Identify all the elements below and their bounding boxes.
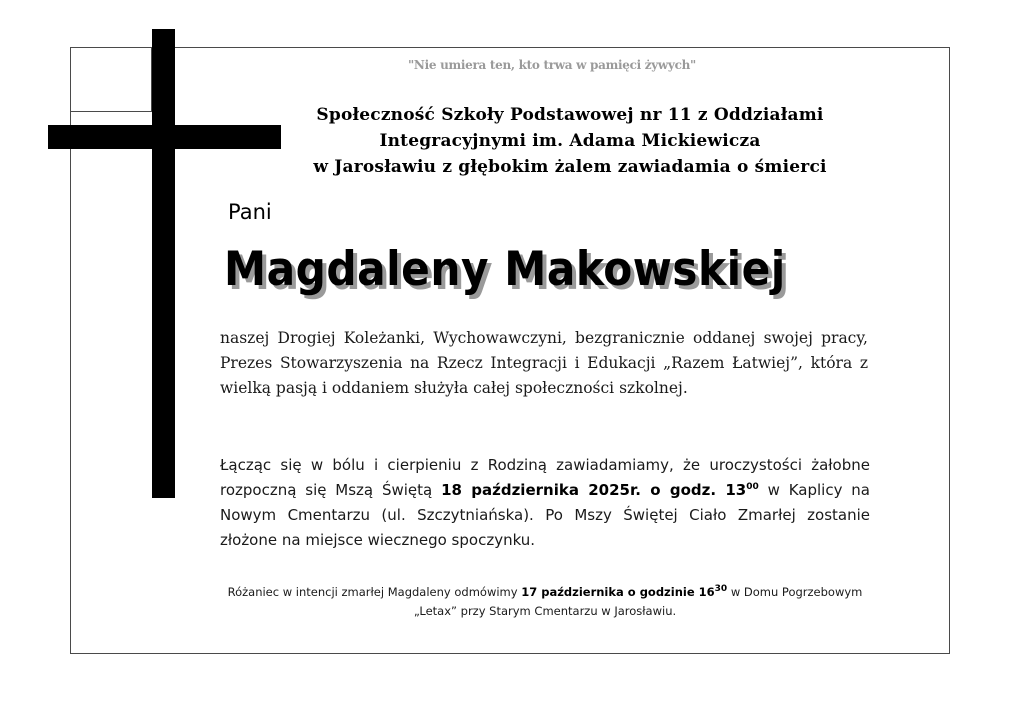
cross-icon-vertical [152, 29, 175, 498]
tribute-paragraph: naszej Drogiej Koleżanki, Wychowawczyni, bezgranicznie oddanej swojej pracy, Prezes Stowarzyszenia na Rzecz Integracji i Edukacji „Razem Łatwiej”, która z wielką pasją i oddaniem służyła całej społeczności szkolnej. [220, 329, 868, 397]
cross-icon-horizontal [48, 125, 281, 149]
funeral-time-minutes: 00 [746, 482, 759, 492]
funeral-rest: w Kaplicy na Nowym Cmentarzu (ul. Szczytniańska). Po Mszy Świętej Ciało Zmarłej zostanie złożone na miejsce wiecznego spoczynku. [220, 481, 870, 549]
funeral-intro: Łącząc się w bólu i cierpieniu z Rodziną zawiadamiamy, że uroczystości żałobne rozpoczną się Mszą Świętą [220, 456, 870, 499]
deceased-name: Magdaleny Makowskiej [224, 242, 786, 297]
motto-quote: "Nie umiera ten, kto trwa w pamięci żywych" [407, 58, 696, 72]
rosary-rest: w Domu Pogrzebowym „Letax” przy Starym Cmentarzu w Jarosławiu. [413, 585, 863, 618]
announcement-header [250, 102, 890, 180]
funeral-date [441, 481, 759, 499]
salutation: Pani [228, 200, 272, 224]
corner-box [70, 47, 152, 112]
header-line-3: w Jarosławiu z głębokim żalem zawiadamia o śmierci [313, 157, 827, 177]
header-line-2: Integracyjnymi im. Adama Mickiewicza [379, 131, 761, 151]
rosary-time-minutes: 30 [714, 584, 728, 595]
rosary-note [215, 583, 875, 621]
funeral-paragraph [220, 453, 870, 553]
funeral-date-text: 18 października 2025r. o godz. 13 [441, 481, 747, 499]
rosary-intro: Różaniec w intencji zmarłej Magdaleny odmówimy [227, 585, 522, 599]
header-line-1: Społeczność Szkoły Podstawowej nr 11 z Oddziałami [316, 105, 824, 125]
rosary-date-text: 17 października o godzinie 16 [521, 585, 715, 599]
rosary-date [521, 585, 727, 599]
